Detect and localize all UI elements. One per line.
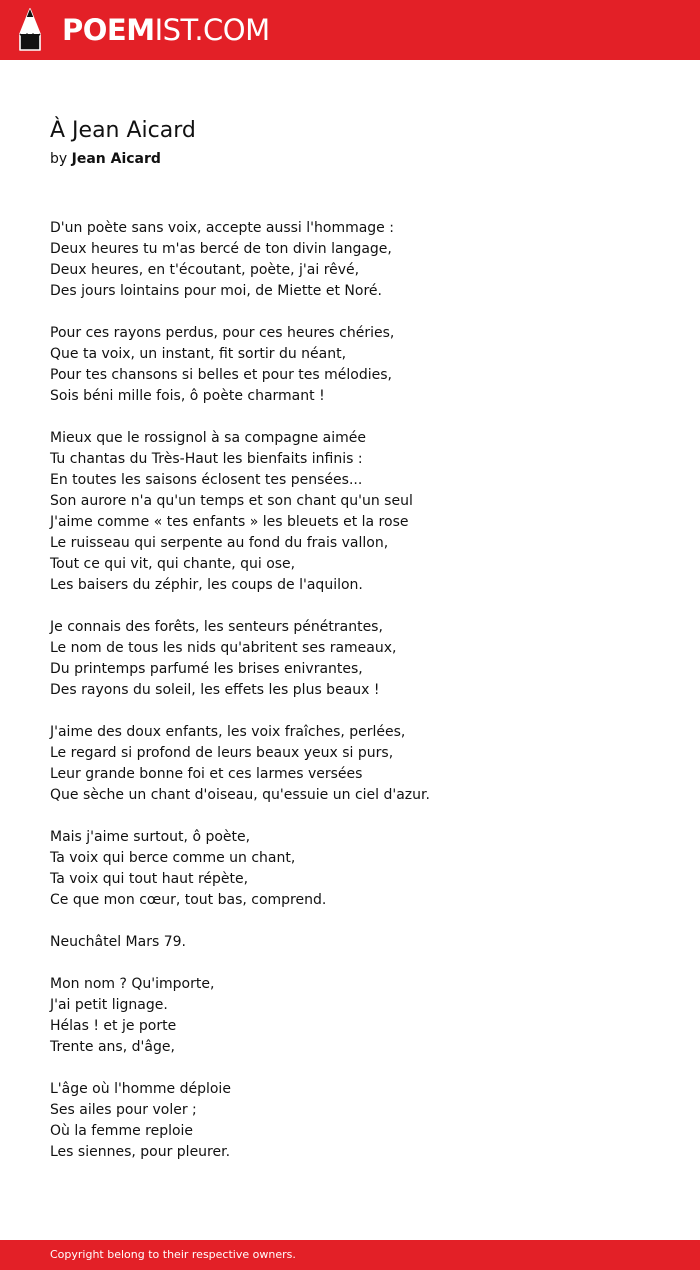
site-footer: [0, 1240, 700, 1270]
poem-stanza: [50, 932, 670, 953]
poem-line: Les siennes, pour pleurer.: [50, 1144, 231, 1160]
poem-line: Hélas ! et je porte: [50, 1018, 177, 1034]
logo-light-text: IST.COM: [154, 13, 270, 47]
poem-stanza: [50, 323, 670, 407]
poem-line: Du printemps parfumé les brises enivrantes,: [50, 661, 363, 677]
poem-line: Le regard si profond de leurs beaux yeux si purs,: [50, 745, 394, 761]
poem-line: Des rayons du soleil, les effets les plus beaux !: [50, 682, 380, 698]
poem-line: Pour ces rayons perdus, pour ces heures chéries,: [50, 325, 395, 341]
pencil-icon[interactable]: [18, 8, 42, 52]
poem-stanza: [50, 974, 670, 1058]
poem-line: J'aime des doux enfants, les voix fraîches, perlées,: [50, 724, 406, 740]
poem-stanza: [50, 617, 670, 701]
poem-line: Pour tes chansons si belles et pour tes mélodies,: [50, 367, 392, 383]
site-logo[interactable]: [62, 13, 270, 47]
byline: [50, 148, 161, 170]
poem-line: Tu chantas du Très-Haut les bienfaits infinis :: [50, 451, 363, 467]
poem-line: Sois béni mille fois, ô poète charmant !: [50, 388, 325, 404]
poem-line: Mieux que le rossignol à sa compagne aimée: [50, 430, 366, 446]
poem-line: Ta voix qui tout haut répète,: [50, 871, 249, 887]
poem-title: À Jean Aicard: [50, 118, 196, 143]
poem-line: Ta voix qui berce comme un chant,: [50, 850, 296, 866]
poem-stanza: [50, 1079, 670, 1163]
poem-line: Trente ans, d'âge,: [50, 1039, 175, 1055]
poem-line: Neuchâtel Mars 79.: [50, 934, 186, 950]
poem-line: Le ruisseau qui serpente au fond du frais vallon,: [50, 535, 389, 551]
poem-line: Que sèche un chant d'oiseau, qu'essuie un ciel d'azur.: [50, 787, 430, 803]
poem-line: Ses ailes pour voler ;: [50, 1102, 197, 1118]
poem-line: Des jours lointains pour moi, de Miette et Noré.: [50, 283, 382, 299]
poem-line: Le nom de tous les nids qu'abritent ses rameaux,: [50, 640, 397, 656]
poem-line: Deux heures tu m'as bercé de ton divin langage,: [50, 241, 392, 257]
poem-stanza: [50, 827, 670, 911]
poem-line: J'aime comme « tes enfants » les bleuets et la rose: [50, 514, 409, 530]
poem-line: Tout ce qui vit, qui chante, qui ose,: [50, 556, 296, 572]
logo-bold-text: POEM: [62, 13, 155, 47]
poem-line: Ce que mon cœur, tout bas, comprend.: [50, 892, 327, 908]
poem-line: D'un poète sans voix, accepte aussi l'hommage :: [50, 220, 394, 236]
poem-line: Je connais des forêts, les senteurs pénétrantes,: [50, 619, 383, 635]
poem-line: Son aurore n'a qu'un temps et son chant qu'un seul: [50, 493, 413, 509]
poem-stanza: [50, 218, 670, 302]
site-header: [0, 0, 700, 60]
poem-line: Que ta voix, un instant, fit sortir du néant,: [50, 346, 347, 362]
poem-stanza: [50, 722, 670, 806]
poem-line: Mais j'aime surtout, ô poète,: [50, 829, 251, 845]
author-name: Jean Aicard: [71, 151, 161, 167]
poem-line: En toutes les saisons éclosent tes pensées...: [50, 472, 363, 488]
poem-stanza: [50, 428, 670, 596]
poem-line: L'âge où l'homme déploie: [50, 1081, 231, 1097]
poem-line: Les baisers du zéphir, les coups de l'aquilon.: [50, 577, 363, 593]
poem-line: Leur grande bonne foi et ces larmes versées: [50, 766, 363, 782]
poem-body: [50, 218, 670, 1184]
poem-line: Deux heures, en t'écoutant, poète, j'ai rêvé,: [50, 262, 360, 278]
poem-line: J'ai petit lignage.: [50, 997, 168, 1013]
poem-line: Où la femme reploie: [50, 1123, 194, 1139]
poem-line: Mon nom ? Qu'importe,: [50, 976, 215, 992]
by-label: by: [50, 151, 68, 167]
copyright-text: Copyright belong to their respective owners.: [50, 1248, 296, 1261]
